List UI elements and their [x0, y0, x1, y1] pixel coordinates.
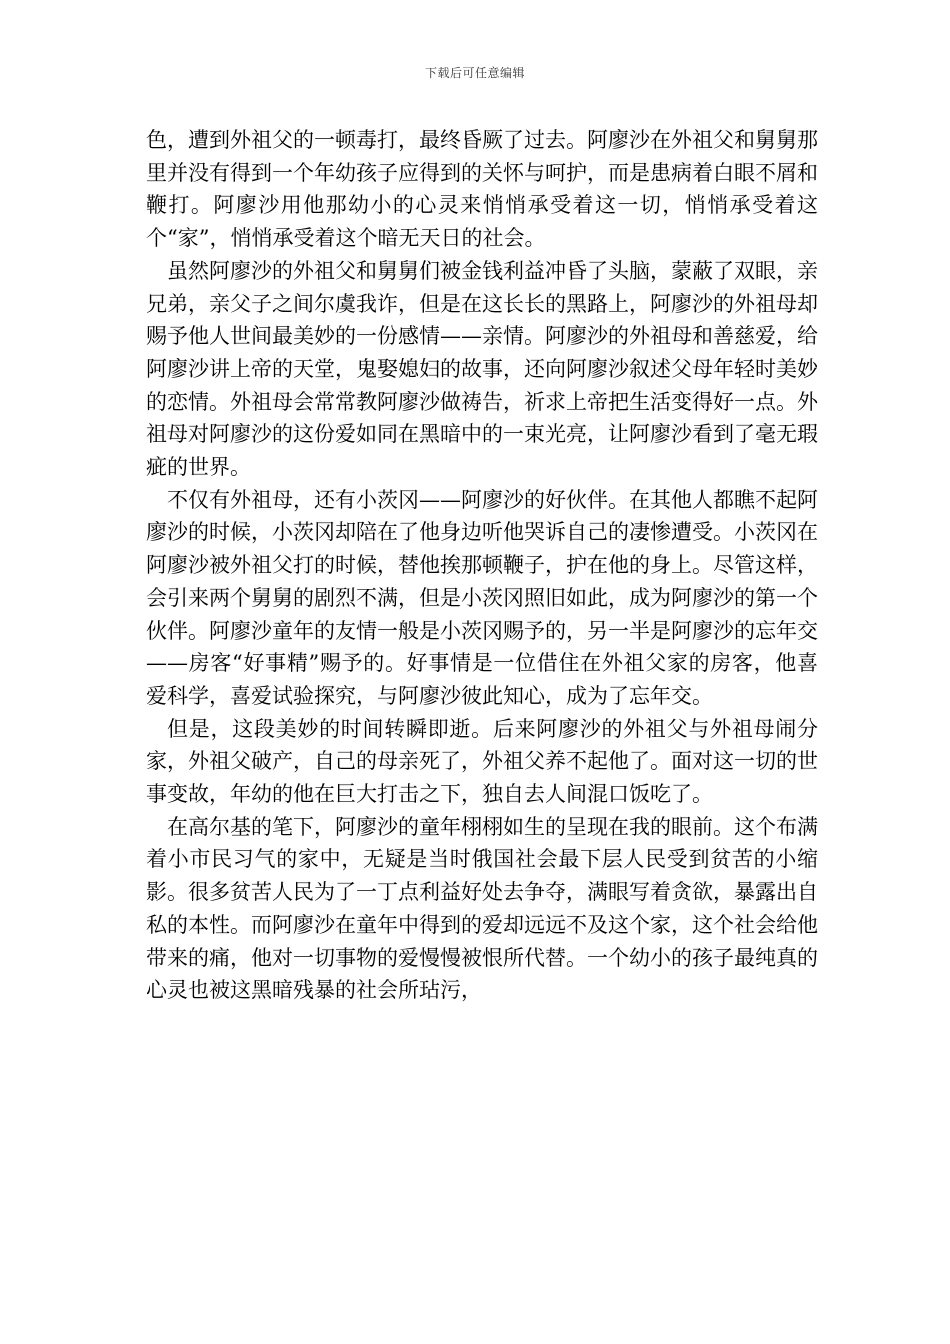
paragraph-5: 在高尔基的笔下，阿廖沙的童年栩栩如生的呈现在我的眼前。这个布满着小市民习气的家中，无疑是当时俄国社会最下层人民受到贫苦的小缩影。很多贫苦人民为了一丁点利益好处去争夺，满眼写着贪欲，暴露出自私的本性。而阿廖沙在童年中得到的爱却远远不及这个家，这个社会给他带来的痛，他对一切事物的爱慢慢被恨所代替。一个幼小的孩子最纯真的心灵也被这黑暗残暴的社会所玷污， [146, 814, 818, 1003]
body-text [146, 124, 818, 1007]
paragraph-2: 虽然阿廖沙的外祖父和舅舅们被金钱利益冲昏了头脑，蒙蔽了双眼，亲兄弟，亲父子之间尔虞我诈，但是在这长长的黑路上，阿廖沙的外祖母却赐予他人世间最美妙的一份感情——亲情。阿廖沙的外祖母和善慈爱，给阿廖沙讲上帝的天堂，鬼娶媳妇的故事，还向阿廖沙叙述父母年轻时美妙的恋情。外祖母会常常教阿廖沙做祷告，祈求上帝把生活变得好一点。外祖母对阿廖沙的这份爱如同在黑暗中的一束光亮，让阿廖沙看到了毫无瑕疵的世界。 [146, 258, 818, 480]
paragraph-3: 不仅有外祖母，还有小茨冈——阿廖沙的好伙伴。在其他人都瞧不起阿廖沙的时候，小茨冈却陪在了他身边听他哭诉自己的凄惨遭受。小茨冈在阿廖沙被外祖父打的时候，替他挨那顿鞭子，护在他的身上。尽管这样，会引来两个舅舅的剧烈不满，但是小茨冈照旧如此，成为阿廖沙的第一个伙伴。阿廖沙童年的友情一般是小茨冈赐予的，另一半是阿廖沙的忘年交——房客“好事精”赐予的。好事情是一位借住在外祖父家的房客，他喜爱科学，喜爱试验探究，与阿廖沙彼此知心，成为了忘年交。 [146, 487, 818, 708]
paragraph-1: 色，遭到外祖父的一顿毒打，最终昏厥了过去。阿廖沙在外祖父和舅舅那里并没有得到一个年幼孩子应得到的关怀与呵护，而是患病着白眼不屑和鞭打。阿廖沙用他那幼小的心灵来悄悄承受着这一切，悄悄承受着这个“家”，悄悄承受着这个暗无天日的社会。 [146, 128, 818, 251]
paragraph-4: 但是，这段美妙的时间转瞬即逝。后来阿廖沙的外祖父与外祖母闹分家，外祖父破产，自己的母亲死了，外祖父养不起他了。面对这一切的世事变故，年幼的他在巨大打击之下，独自去人间混口饭吃了。 [146, 716, 818, 807]
page-header-note: 下载后可任意编辑 [424, 66, 525, 80]
